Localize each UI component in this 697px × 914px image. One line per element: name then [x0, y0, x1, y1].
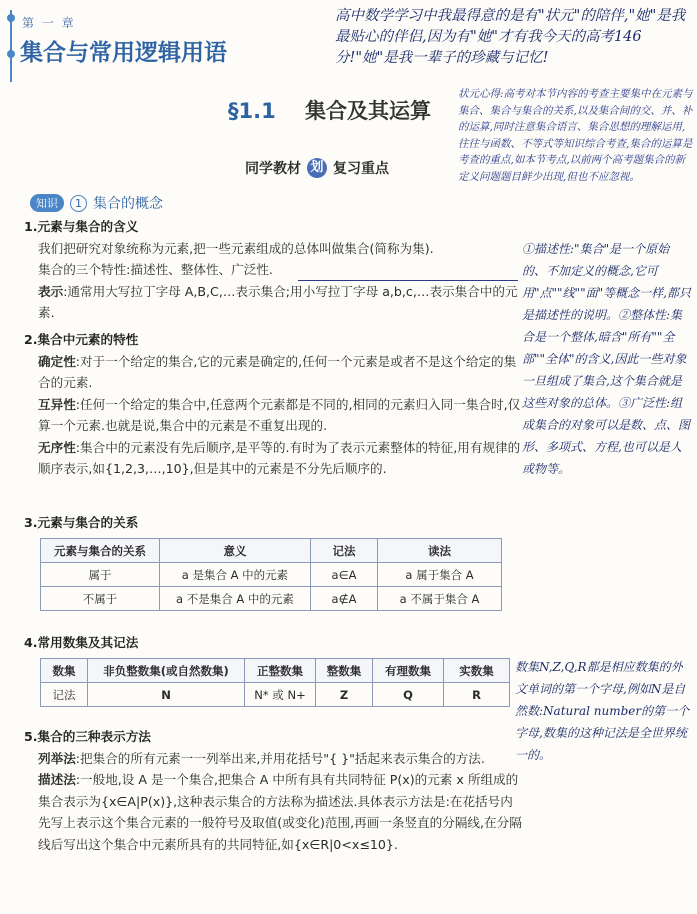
table-cell: N [88, 683, 245, 707]
section-2-heading: 2.集合中元素的特性 [24, 332, 139, 347]
table-header: 元素与集合的关系 [41, 539, 160, 563]
determinacy [24, 351, 524, 394]
table-cell: a 是集合 A 中的元素 [160, 563, 311, 587]
section-number: §1.1 [228, 99, 276, 123]
section-name: 集合及其运算 [305, 99, 432, 123]
review-header [245, 158, 389, 178]
table-header: 读法 [378, 539, 502, 563]
table-cell: Z [316, 683, 373, 707]
element-set-definition: 我们把研究对象统称为元素,把一些元素组成的总体叫做集合(简称为集). [38, 240, 434, 256]
notation-text: :通常用大写拉丁字母 A,B,C,…表示集合;用小写拉丁字母 a,b,c,…表示集合中的元素. [38, 283, 518, 320]
number-sets-table [40, 658, 510, 707]
section-5-heading: 5.集合的三种表示方法 [24, 729, 151, 744]
unorderedness-label: 无序性 [38, 439, 76, 455]
knowledge-title: 集合的概念 [93, 196, 163, 212]
description-method [24, 769, 524, 855]
distinctness [24, 394, 524, 437]
review-header-left: 同学教材 [245, 161, 301, 177]
table-cell: R [444, 683, 510, 707]
highlight-badge: 划 [307, 158, 327, 178]
enumeration-method [24, 748, 524, 770]
table-row [41, 563, 502, 587]
annotation-line [298, 280, 518, 281]
table-header: 数集 [41, 659, 88, 683]
table-cell: a∈A [311, 563, 378, 587]
enumeration-text: :把集合的所有元素一一列举出来,并用花括号"{ }"括起来表示集合的方法. [75, 750, 485, 766]
chapter-bar [8, 10, 14, 82]
table-header: 实数集 [444, 659, 510, 683]
set-notation [24, 281, 524, 324]
unorderedness [24, 437, 524, 480]
description-label: 描述法 [38, 772, 76, 787]
determinacy-text: :对于一个给定的集合,它的元素是确定的,任何一个元素是或者不是这个给定的集合的元素. [38, 353, 517, 390]
knowledge-tag: 知识 [30, 194, 64, 212]
table-cell: a 不属于集合 A [378, 587, 502, 611]
table-cell: N* 或 N+ [245, 683, 316, 707]
table-header: 有理数集 [373, 659, 444, 683]
chapter-title: 集合与常用逻辑用语 [20, 40, 227, 66]
table-header: 记法 [311, 539, 378, 563]
table-cell: 不属于 [41, 587, 160, 611]
table-header: 整数集 [316, 659, 373, 683]
table-cell: a∉A [311, 587, 378, 611]
table-header-row [41, 539, 502, 563]
table-row [41, 683, 510, 707]
table-cell: a 属于集合 A [378, 563, 502, 587]
handwritten-side-note: 状元心得:高考对本节内容的考查主要集中在元素与集合、集合与集合的关系,以及集合间的交、并、补的运算,同时注意集合语言、集合思想的理解运用,往往与函数、不等式等知识综合考查,集合的运算是考查的重点,如本节考点,以前两个高考题集合的新定义问题题目鲜少出现,但也不应忽视。 [458, 88, 693, 183]
notation-label: 表示 [38, 283, 64, 299]
table-cell: a 不是集合 A 中的元素 [160, 587, 311, 611]
table-header: 正整数集 [245, 659, 316, 683]
table-header: 意义 [160, 539, 311, 563]
determinacy-label: 确定性 [38, 353, 76, 369]
knowledge-number: 1 [70, 195, 87, 212]
element-relation-table [40, 538, 502, 611]
table-header: 非负整数集(或自然数集) [88, 659, 245, 683]
description-text: :一般地,设 A 是一个集合,把集合 A 中所有具有共同特征 P(x)的元素 x 所组成的集合表示为{x∈A|P(x)},这种表示集合的方法称为描述法.具体表示方法是:在花括号内先写上表示这个集合元素的一般符号及取值(或变化)范围,再画一条竖直的分隔线,在分隔线后写出这个集合中元素所具有的共同特征,如{x∈R|0<x≤10}. [38, 772, 522, 852]
distinctness-label: 互异性 [38, 396, 76, 412]
handwritten-note-number-sets: 数集N,Z,Q,R都是相应数集的外文单词的第一个字母,例如N是自然数:Natural number的第一个字母,数集的这种记法是全世界统一的。 [515, 660, 690, 762]
section-1-heading: 1.元素与集合的含义 [24, 219, 139, 234]
section-5 [24, 726, 524, 855]
chapter-label: 第 一 章 [22, 16, 76, 30]
table-row [41, 587, 502, 611]
table-cell: 属于 [41, 563, 160, 587]
table-cell: Q [373, 683, 444, 707]
section-2 [24, 329, 524, 480]
enumeration-label: 列举法 [38, 750, 76, 766]
section-1 [24, 216, 524, 324]
handwritten-top-note: 高中数学学习中我最得意的是有"状元"的陪伴,"她"是我最贴心的伴侣,因为有"她"才有我今天的高考146分!"她"是我一辈子的珍藏与记忆! [335, 8, 686, 66]
distinctness-text: :任何一个给定的集合中,任意两个元素都是不同的,相同的元素归入同一集合时,仅算一个元素.也就是说,集合中的元素是不重复出现的. [38, 396, 521, 433]
knowledge-header [30, 193, 163, 213]
table-header-row [41, 659, 510, 683]
handwritten-note-properties: ①描述性:"集合"是一个原始的、不加定义的概念,它可用"点""线""面"等概念一样,都只是描述性的说明。②整体性:集合是一个整体,暗含"所有""全部""全体"的含义,因此一些对象一旦组成了集合,这个集合就是这些对象的总体。③广泛性:组成集合的对象可以是数、点、图形、多项式、方程,也可以是人或物等。 [522, 242, 691, 476]
set-properties: 集合的三个特性:描述性、整体性、广泛性. [38, 262, 273, 277]
review-header-right: 复习重点 [333, 161, 389, 177]
table-cell: 记法 [41, 683, 88, 707]
section-4-heading: 4.常用数集及其记法 [24, 635, 139, 650]
section-3-heading: 3.元素与集合的关系 [24, 515, 139, 530]
unorderedness-text: :集合中的元素没有先后顺序,是平等的.有时为了表示元素整体的特征,用有规律的顺序表示,如{1,2,3,…,10},但是其中的元素是不分先后顺序的. [38, 439, 521, 476]
section-title [228, 95, 431, 125]
